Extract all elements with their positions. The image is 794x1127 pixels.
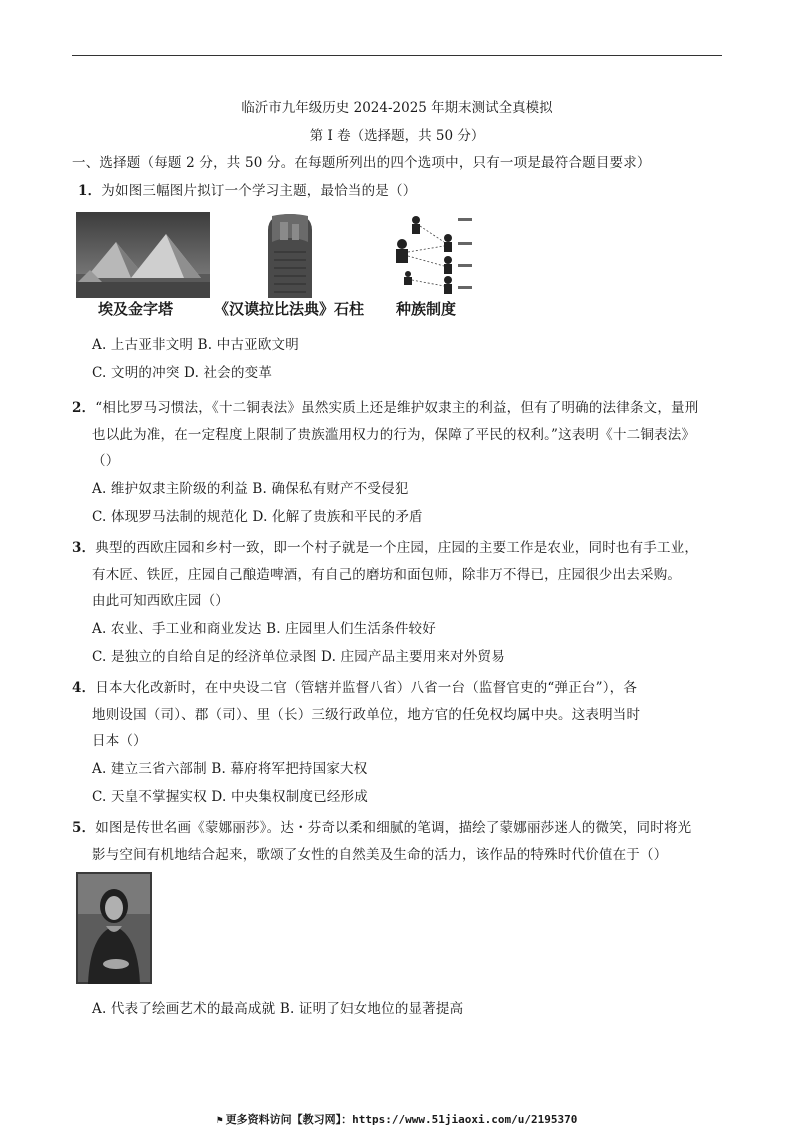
- question-1-stem: [78, 179, 416, 199]
- footer-link[interactable]: [0, 1111, 794, 1127]
- question-text: 日本大化改新时，在中央设二官（管辖并监督八省）八省一台（监督官吏的“弹正台”），各: [95, 680, 638, 696]
- question-text: 典型的西欧庄园和乡村一致，即一个村子就是一个庄园，庄园的主要工作是农业，同时也有手工业，: [95, 540, 699, 556]
- pyramids-photo-icon: [76, 212, 210, 298]
- question-2-line-2: 也以此为准，在一定程度上限制了贵族滥用权力的行为，保障了平民的权利。”这表明《十二铜表法》: [92, 427, 696, 443]
- question-5-line-2: 影与空间有机地结合起来，歌颂了女性的自然美及生命的活力，该作品的特殊时代价值在于（）: [92, 847, 668, 863]
- question-2-line-3: （）: [92, 453, 120, 469]
- caption-caste: 种族制度: [396, 300, 457, 318]
- question-4-line-1: [72, 676, 637, 696]
- question-4-line-2: 地则设国（司）、郡（司）、里（长）三级行政单位，地方官的任免权均属中央。这表明当时: [92, 707, 641, 723]
- question-1-options-cd: C. 文明的冲突 D. 社会的变革: [92, 365, 273, 381]
- caption-stele: 《汉谟拉比法典》石柱: [214, 300, 365, 318]
- exam-subtitle: 第 I 卷（选择题，共 50 分）: [309, 128, 485, 144]
- question-4-options-ab: A. 建立三省六部制 B. 幕府将军把持国家大权: [92, 761, 368, 777]
- footer-text: 更多资料访问【教习网】：https://www.51jiaoxi.com/u/2195370: [225, 1113, 578, 1126]
- top-rule: [72, 55, 722, 56]
- mona-lisa-painting-icon: [76, 872, 152, 984]
- flag-icon: ⚑: [216, 1115, 223, 1126]
- question-number: 2．: [72, 400, 96, 416]
- question-2-options-cd: C. 体现罗马法制的规范化 D. 化解了贵族和平民的矛盾: [92, 509, 423, 525]
- question-number: 3．: [72, 540, 96, 556]
- question-3-line-2: 有木匠、铁匠，庄园自己酿造啤酒，有自己的磨坊和面包师，除非万不得已，庄园很少出去采购。: [92, 567, 682, 583]
- question-5-options-ab: A. 代表了绘画艺术的最高成就 B. 证明了妇女地位的显著提高: [92, 1001, 464, 1017]
- caption-pyramids: 埃及金字塔: [98, 300, 174, 318]
- question-text: 如图是传世名画《蒙娜丽莎》。达・芬奇以柔和细腻的笔调，描绘了蒙娜丽莎迷人的微笑，同时将光: [95, 820, 692, 836]
- question-1-options-ab: A. 上古亚非文明 B. 中古亚欧文明: [92, 337, 299, 353]
- caste-system-diagram-icon: [388, 208, 480, 298]
- code-of-hammurabi-stele-icon: [258, 212, 322, 298]
- question-4-options-cd: C. 天皇不掌握实权 D. 中央集权制度已经形成: [92, 789, 368, 805]
- question-3-options-cd: C. 是独立的自给自足的经济单位录图 D. 庄园产品主要用来对外贸易: [92, 649, 505, 665]
- question-number: 1．: [78, 183, 102, 199]
- exam-title: 临沂市九年级历史 2024-2025 年期末测试全真模拟: [241, 100, 553, 116]
- question-3-line-1: [72, 536, 698, 556]
- question-text: 为如图三幅图片拟订一个学习主题，最恰当的是（）: [101, 183, 417, 199]
- question-number: 5．: [72, 820, 96, 836]
- question-text: “相比罗马习惯法，《十二铜表法》虽然实质上还是维护奴隶主的利益，但有了明确的法律条文，量刑: [95, 400, 699, 416]
- question-4-line-3: 日本（）: [92, 733, 147, 749]
- question-3-options-ab: A. 农业、手工业和商业发达 B. 庄园里人们生活条件较好: [92, 621, 436, 637]
- question-2-options-ab: A. 维护奴隶主阶级的利益 B. 确保私有财产不受侵犯: [92, 481, 409, 497]
- question-3-line-3: 由此可知西欧庄园（）: [92, 593, 229, 609]
- question-number: 4．: [72, 680, 96, 696]
- question-2-line-1: [72, 396, 698, 416]
- section-heading: 一、选择题（每题 2 分，共 50 分。在每题所列出的四个选项中，只有一项是最符合题目要求）: [72, 155, 651, 171]
- question-5-line-1: [72, 816, 691, 836]
